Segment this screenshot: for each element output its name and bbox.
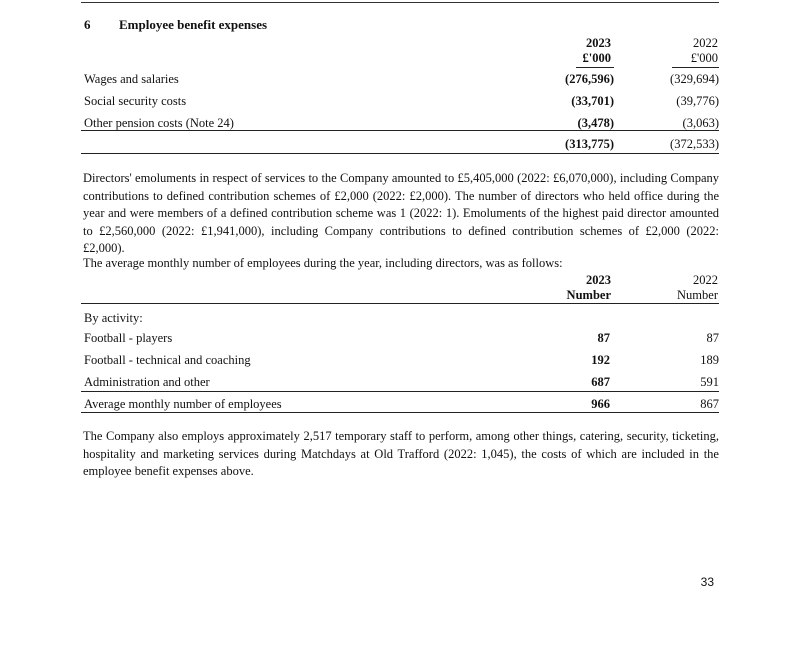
section-title: Employee benefit expenses xyxy=(119,17,268,32)
table2-header-2022: 2022 Number xyxy=(677,273,718,302)
table2-total-rule xyxy=(81,412,719,413)
average-employees-intro: The average monthly number of employees during the year, including directors, was as follows: xyxy=(83,256,563,270)
table1-row-2023: (33,701) xyxy=(571,94,614,108)
table2-row-2023: 87 xyxy=(597,331,610,345)
table2-row-2022: 87 xyxy=(706,331,719,345)
table1-row-2023: (276,596) xyxy=(565,72,614,86)
section-number: 6 xyxy=(84,17,91,32)
table1-header-2023-rule xyxy=(576,67,614,68)
table1-header-2023: 2023 £'000 xyxy=(582,36,611,65)
table1-total-rule xyxy=(81,153,719,154)
page-number: 33 xyxy=(700,575,714,589)
table1-row-2022: (329,694) xyxy=(670,72,719,86)
temporary-staff-paragraph: The Company also employs approximately 2,517 temporary staff to perform, among other things, catering, security, ticketing, hospitality and marketing services during Matchdays at Old Trafford (2022: 1,045), the costs of which are included in the employee benefit expenses above. xyxy=(83,429,719,478)
table2-row-2023: 192 xyxy=(591,353,610,367)
table2-row-label: Football - technical and coaching xyxy=(84,353,251,367)
table2-header-rule xyxy=(81,303,719,304)
table1-header-2022-rule xyxy=(672,67,719,68)
section-heading xyxy=(84,17,267,33)
table1-row-2023: (3,478) xyxy=(577,116,614,130)
table2-total-2022: 867 xyxy=(700,397,719,411)
table1-header-2022: 2022 £'000 xyxy=(690,36,718,65)
table1-row-label: Wages and salaries xyxy=(84,72,179,86)
table2-row-2022: 189 xyxy=(700,353,719,367)
table1-row-2022: (39,776) xyxy=(676,94,719,108)
table2-total-2023: 966 xyxy=(591,397,610,411)
table2-group-label: By activity: xyxy=(84,311,143,325)
directors-emoluments-paragraph: Directors' emoluments in respect of services to the Company amounted to £5,405,000 (2022: £6,070,000), including Company contributions to defined contribution schemes of £2,000 (2022: £2,000). The number of directors who held office during the year and were members of a defined contribution scheme was 1 (2022: 1). Emoluments of the highest paid director amounted to £2,560,000 (2022: £1,941,000), including Company contributions to defined contribution schemes of £2,000 (2022: £2,000). xyxy=(83,171,719,255)
table1-subtotal-rule xyxy=(81,130,719,131)
table2-subtotal-rule xyxy=(81,391,719,392)
table1-row-label: Other pension costs (Note 24) xyxy=(84,116,234,130)
table2-row-label: Football - players xyxy=(84,331,173,345)
table2-total-label: Average monthly number of employees xyxy=(84,397,282,411)
table1-total-2022: (372,533) xyxy=(670,137,719,151)
table2-row-label: Administration and other xyxy=(84,375,210,389)
table1-row-label: Social security costs xyxy=(84,94,187,108)
top-rule xyxy=(81,2,719,3)
table2-row-2023: 687 xyxy=(591,375,610,389)
table2-row-2022: 591 xyxy=(700,375,719,389)
table2-header-2023: 2023 Number xyxy=(566,273,611,302)
table1-row-2022: (3,063) xyxy=(682,116,719,130)
table1-total-2023: (313,775) xyxy=(565,137,614,151)
